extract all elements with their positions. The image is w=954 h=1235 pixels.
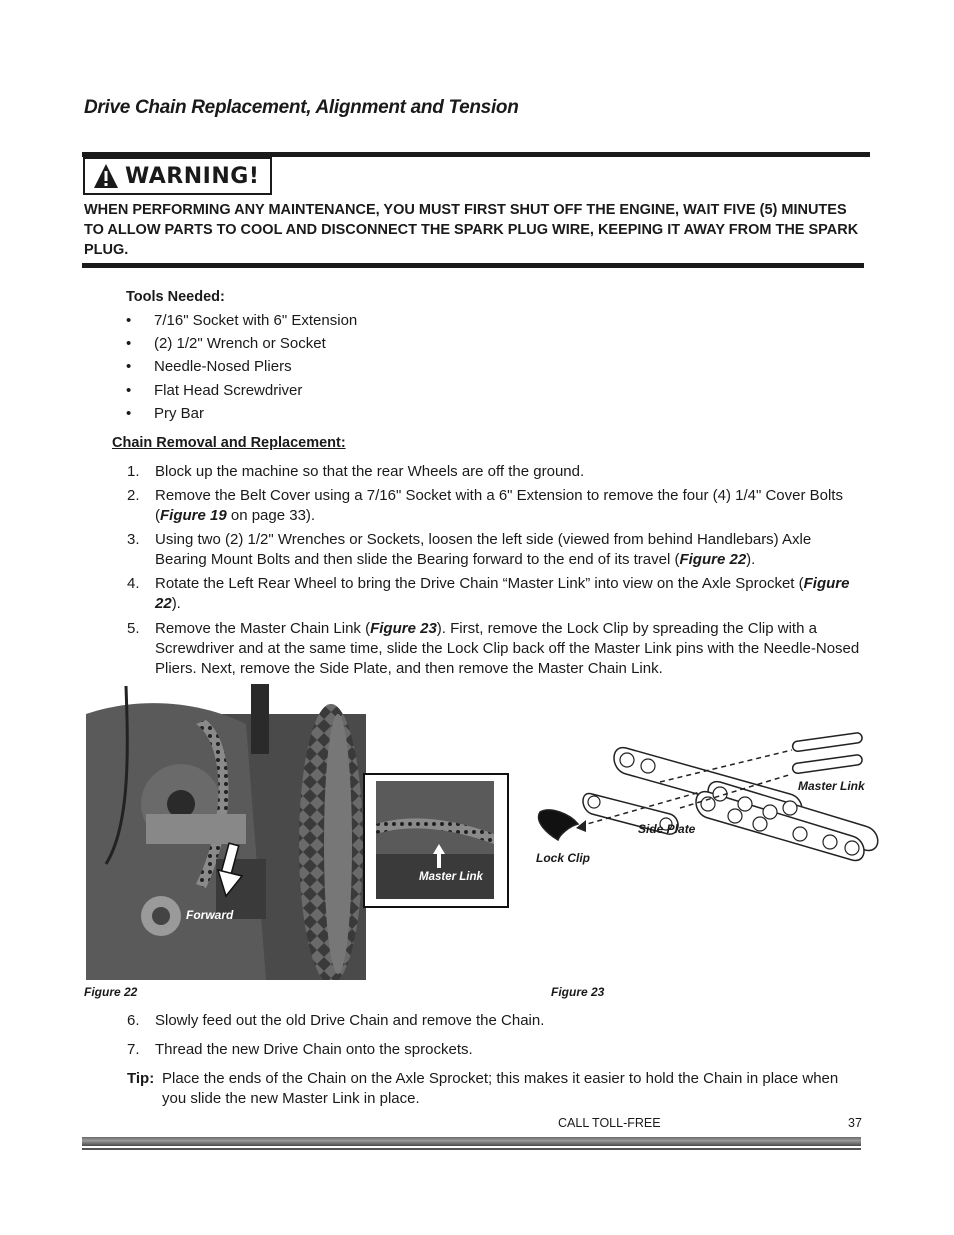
tip-label: Tip: bbox=[127, 1070, 155, 1087]
side-plate-label: Side Plate bbox=[638, 822, 696, 836]
lock-clip-label: Lock Clip bbox=[536, 851, 591, 865]
footer-rule bbox=[82, 1137, 861, 1146]
warning-triangle-icon bbox=[93, 163, 119, 189]
tip-text: Place the ends of the Chain on the Axle Sprocket; this makes it easier to hold the Chain in place when you slide the new Master Link in place. bbox=[162, 1070, 839, 1107]
figure-ref: Figure 22 bbox=[155, 575, 850, 612]
figure-23-diagram bbox=[530, 730, 890, 870]
warning-badge bbox=[83, 157, 272, 195]
footer-text: CALL TOLL-FREE bbox=[558, 1116, 661, 1130]
section-heading: Chain Removal and Replacement: bbox=[112, 435, 346, 451]
page-number: 37 bbox=[848, 1116, 862, 1130]
figure-23-caption: Figure 23 bbox=[551, 985, 605, 999]
warning-label: WARNING! bbox=[125, 163, 260, 189]
tools-heading: Tools Needed: bbox=[126, 289, 225, 305]
warning-message: WHEN PERFORMING ANY MAINTENANCE, YOU MUST FIRST SHUT OFF THE ENGINE, WAIT FIVE (5) MINUTES TO ALLOW PARTS TO COOL AND DISCONNECT THE SPARK PLUG WIRE, KEEPING IT AWAY FROM THE SPARK PLUG. bbox=[84, 202, 859, 258]
figure-ref: Figure 22 bbox=[679, 551, 747, 568]
footer-underline bbox=[82, 1148, 861, 1150]
page-title: Drive Chain Replacement, Alignment and Tension bbox=[84, 97, 519, 118]
figure-ref: Figure 23 bbox=[370, 620, 437, 637]
master-link-label: Master Link bbox=[798, 779, 865, 793]
forward-label: Forward bbox=[186, 908, 234, 922]
figure-ref: Figure 19 bbox=[160, 507, 227, 524]
warning-bottom-rule bbox=[82, 263, 864, 268]
figure-22-caption: Figure 22 bbox=[84, 985, 138, 999]
figure-22-photo bbox=[86, 684, 510, 980]
inset-master-link-label: Master Link bbox=[419, 871, 483, 883]
